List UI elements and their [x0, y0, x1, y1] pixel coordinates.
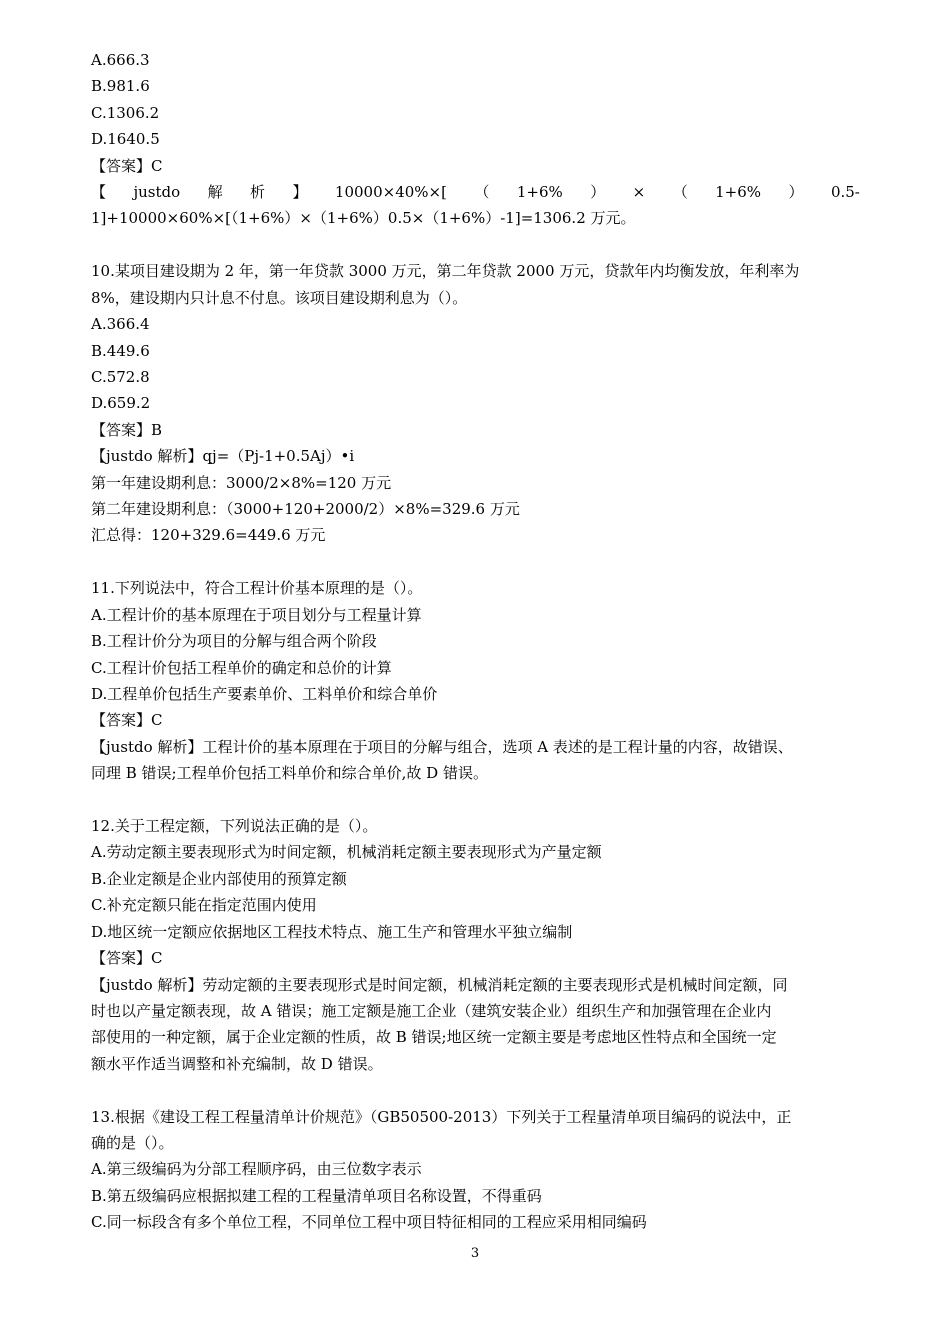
q12-option-b: B.企业定额是企业内部使用的预算定额 [91, 869, 347, 888]
q10-stem-line-2: 8%，建设期内只计息不付息。该项目建设期利息为（）。 [91, 288, 468, 307]
document-page [91, 47, 860, 1236]
q12-option-d: D.地区统一定额应依据地区工程技术特点、施工生产和管理水平独立编制 [91, 922, 573, 941]
q11-stem: 11.下列说法中，符合工程计价基本原理的是（）。 [91, 579, 423, 598]
q11-option-b: B.工程计价分为项目的分解与组合两个阶段 [91, 632, 377, 651]
q9-analysis-line-2: 1]+10000×60%×[（1+6%）×（1+6%）0.5×（1+6%）-1]=1306.2 万元。 [91, 209, 636, 228]
q12-analysis-line-3: 部使用的一种定额，属于企业定额的性质，故 B 错误;地区统一定额主要是考虑地区性特点和全国统一定 [91, 1028, 777, 1047]
q9-answer: 【答案】C [91, 156, 163, 175]
q10-answer: 【答案】B [91, 420, 163, 439]
q11-option-c: C.工程计价包括工程单价的确定和总价的计算 [91, 658, 392, 677]
q10-option-c: C.572.8 [91, 367, 150, 386]
q9-option-c: C.1306.2 [91, 103, 160, 122]
q12-option-c: C.补充定额只能在指定范围内使用 [91, 896, 317, 915]
q10-analysis-total: 汇总得：120+329.6=449.6 万元 [91, 526, 326, 545]
q13-stem-line-2: 确的是（）。 [91, 1134, 174, 1153]
q11-analysis-line-1: 【justdo 解析】工程计价的基本原理在于项目的分解与组合，选项 A 表述的是工程计量的内容，故错误、 [91, 737, 793, 756]
q12-stem: 12.关于工程定额，下列说法正确的是（）。 [91, 817, 378, 836]
q10-stem-line-1: 10.某项目建设期为 2 年，第一年贷款 3000 万元，第二年贷款 2000 万元，贷款年内均衡发放，年利率为 [91, 262, 800, 281]
paragraph-gap [91, 232, 860, 259]
q12-answer: 【答案】C [91, 949, 163, 968]
q9-option-a: A.666.3 [91, 51, 150, 69]
q10-option-b: B.449.6 [91, 341, 150, 360]
q11-analysis-line-2: 同理 B 错误;工程单价包括工料单价和综合单价,故 D 错误。 [91, 764, 488, 783]
q13-option-b: B.第五级编码应根据拟建工程的工程量清单项目名称设置，不得重码 [91, 1186, 542, 1205]
q10-analysis-year1: 第一年建设期利息：3000/2×8%=120 万元 [91, 473, 392, 492]
q11-option-a: A.工程计价的基本原理在于项目划分与工程量计算 [91, 605, 422, 624]
q13-option-c: C.同一标段含有多个单位工程，不同单位工程中项目特征相同的工程应采用相同编码 [91, 1213, 647, 1232]
q10-option-a: A.366.4 [91, 315, 150, 334]
q9-option-b: B.981.6 [91, 77, 150, 96]
q11-option-d: D.工程单价包括生产要素单价、工料单价和综合单价 [91, 684, 438, 703]
paragraph-gap [91, 1077, 860, 1104]
q13-stem-line-1: 13.根据《建设工程工程量清单计价规范》（GB50500-2013）下列关于工程量清单项目编码的说法中，正 [91, 1107, 792, 1126]
q12-analysis-line-2: 时也以产量定额表现，故 A 错误；施工定额是施工企业（建筑安装企业）组织生产和加强管理在企业内 [91, 1001, 772, 1020]
q10-analysis-formula: 【justdo 解析】qj=（Pj-1+0.5Aj）•i [91, 447, 355, 466]
paragraph-gap [91, 787, 860, 814]
q9-option-d: D.1640.5 [91, 130, 160, 149]
paragraph-gap [91, 549, 860, 576]
q9-analysis-line-1: 【 justdo 解 析 】 10000×40%×[ （ 1+6% ） × （ 1+6% ） 0.5- [91, 183, 860, 202]
q13-option-a: A.第三级编码为分部工程顺序码，由三位数字表示 [91, 1160, 422, 1179]
q12-option-a: A.劳动定额主要表现形式为时间定额，机械消耗定额主要表现形式为产量定额 [91, 843, 602, 862]
q11-answer: 【答案】C [91, 711, 163, 730]
q10-analysis-year2: 第二年建设期利息：（3000+120+2000/2）×8%=329.6 万元 [91, 500, 520, 518]
q12-analysis-line-4: 额水平作适当调整和补充编制，故 D 错误。 [91, 1054, 383, 1073]
q10-option-d: D.659.2 [91, 394, 151, 413]
q12-analysis-line-1: 【justdo 解析】劳动定额的主要表现形式是时间定额，机械消耗定额的主要表现形式是机械时间定额，同 [91, 975, 788, 994]
page-number: 3 [470, 1246, 480, 1261]
